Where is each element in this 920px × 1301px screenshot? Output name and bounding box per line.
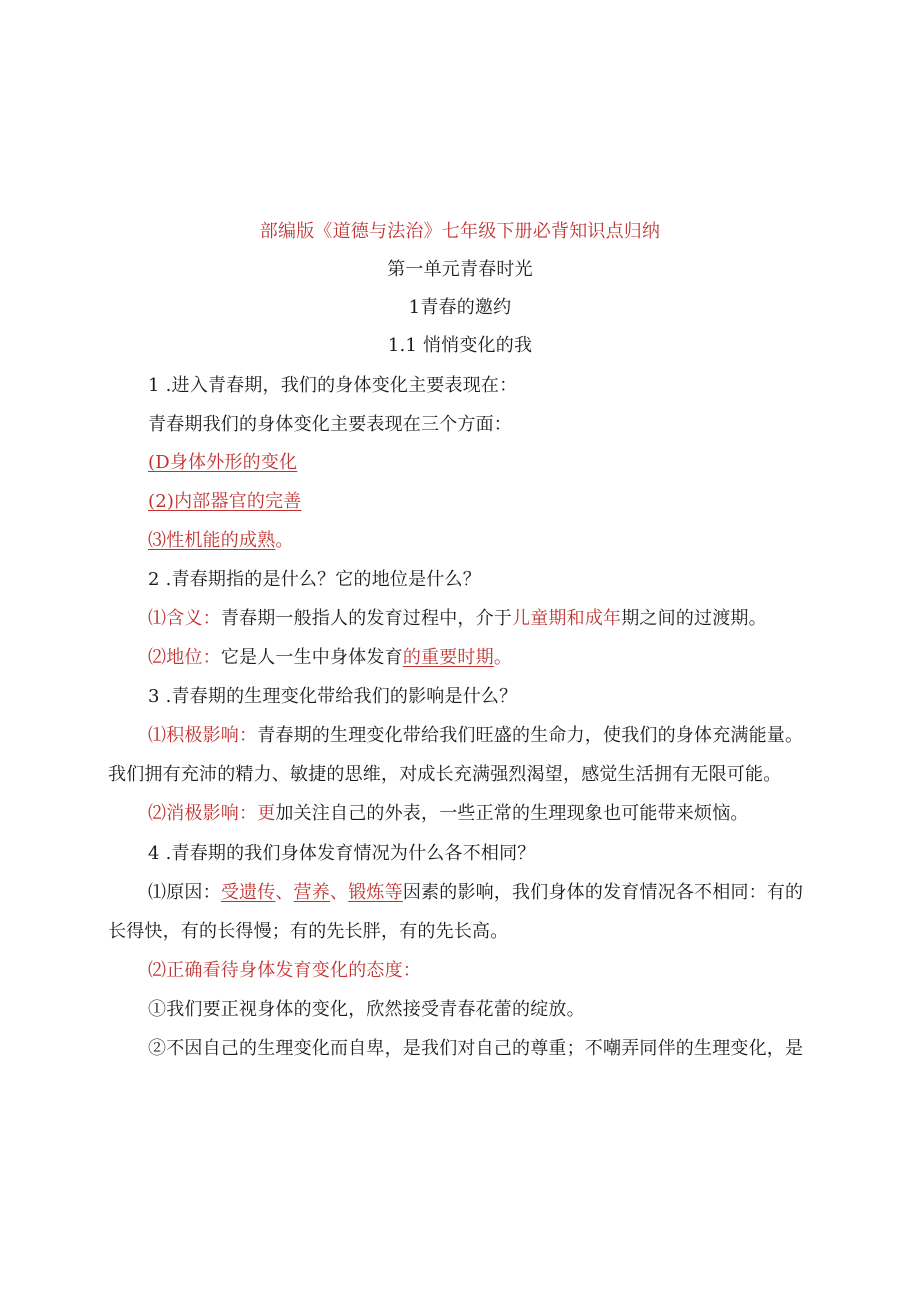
q3-a1-label: ⑴积极影响： xyxy=(148,725,258,746)
q2-a1-text2: 期之间的过渡期。 xyxy=(621,608,767,629)
q4-a1-sep2: 、 xyxy=(330,882,349,903)
q2-a2-text: 它是人一生中身体发育 xyxy=(220,647,403,668)
document-title: 部编版《道德与法治》七年级下册必背知识点归纳 xyxy=(259,221,661,242)
q4-a1-label: ⑴原因： xyxy=(148,882,221,903)
q3-answer-2 xyxy=(148,802,749,826)
q3-a2-label: ⑵消极影响：更 xyxy=(148,803,276,824)
section-heading: 1.1 悄悄变化的我 xyxy=(387,335,533,356)
q2-a1-red: 儿童期和成年 xyxy=(512,608,622,629)
q4-a1-r2: 营养 xyxy=(293,882,331,903)
q4-a1-r3: 锻炼等 xyxy=(348,882,403,903)
q3-a2-text: 加关注自己的外表，一些正常的生理现象也可能带来烦恼。 xyxy=(275,803,749,824)
q1-item-3-end: 。 xyxy=(275,530,294,551)
q2-a1-label: ⑴含义： xyxy=(148,608,221,629)
q4-a1-line2: 长得快，有的长得慢；有的先长胖，有的先长高。 xyxy=(108,921,509,942)
q2-answer-2 xyxy=(148,646,512,670)
q4-a1-sep1: 、 xyxy=(275,882,294,903)
question-1: 1 .进入青春期，我们的身体变化主要表现在： xyxy=(148,375,518,396)
q4-answer-1 xyxy=(148,881,803,905)
question-4: 4 .青春期的我们身体发育情况为什么各不相同？ xyxy=(148,843,536,864)
q4-a1-line1: 因素的影响，我们身体的发育情况各不相同：有的 xyxy=(402,882,804,903)
q2-a1-text1: 青春期一般指人的发育过程中，介于 xyxy=(220,608,513,629)
q2-a2-label: ⑵地位： xyxy=(148,647,221,668)
q1-item-2: (2)内部器官的完善 xyxy=(148,491,302,512)
q2-a2-end: 。 xyxy=(493,647,513,668)
q3-a1-line1: 青春期的生理变化带给我们旺盛的生命力，使我们的身体充满能量。 xyxy=(257,725,804,746)
q2-a2-red: 的重要时期 xyxy=(402,647,494,668)
lesson-heading: 1青春的邀约 xyxy=(408,297,512,318)
q1-item-3: ⑶性机能的成熟 xyxy=(148,530,276,551)
unit-heading: 第一单元青春时光 xyxy=(387,259,533,280)
q4-a1-r1: 受遗传 xyxy=(220,882,276,903)
q1-item-1: (D身体外形的变化 xyxy=(148,452,298,473)
q3-answer-1 xyxy=(148,724,803,748)
question-2: 2 .青春期指的是什么？它的地位是什么？ xyxy=(148,569,481,590)
q1-intro: 青春期我们的身体变化主要表现在三个方面： xyxy=(148,414,512,435)
q1-item-3-line xyxy=(148,529,294,553)
q4-a2-heading: ⑵正确看待身体发育变化的态度： xyxy=(148,960,421,981)
question-3: 3 .青春期的生理变化带给我们的影响是什么？ xyxy=(148,686,518,707)
q2-answer-1 xyxy=(148,607,767,631)
q4-a2-point-1: ①我们要正视身体的变化，欣然接受青春花蕾的绽放。 xyxy=(148,999,585,1020)
q4-a2-point-2: ②不因自己的生理变化而自卑，是我们对自己的尊重；不嘲弄同伴的生理变化，是 xyxy=(148,1038,804,1059)
q3-a1-line2: 我们拥有充沛的精力、敏捷的思维，对成长充满强烈渴望，感觉生活拥有无限可能。 xyxy=(108,764,782,785)
